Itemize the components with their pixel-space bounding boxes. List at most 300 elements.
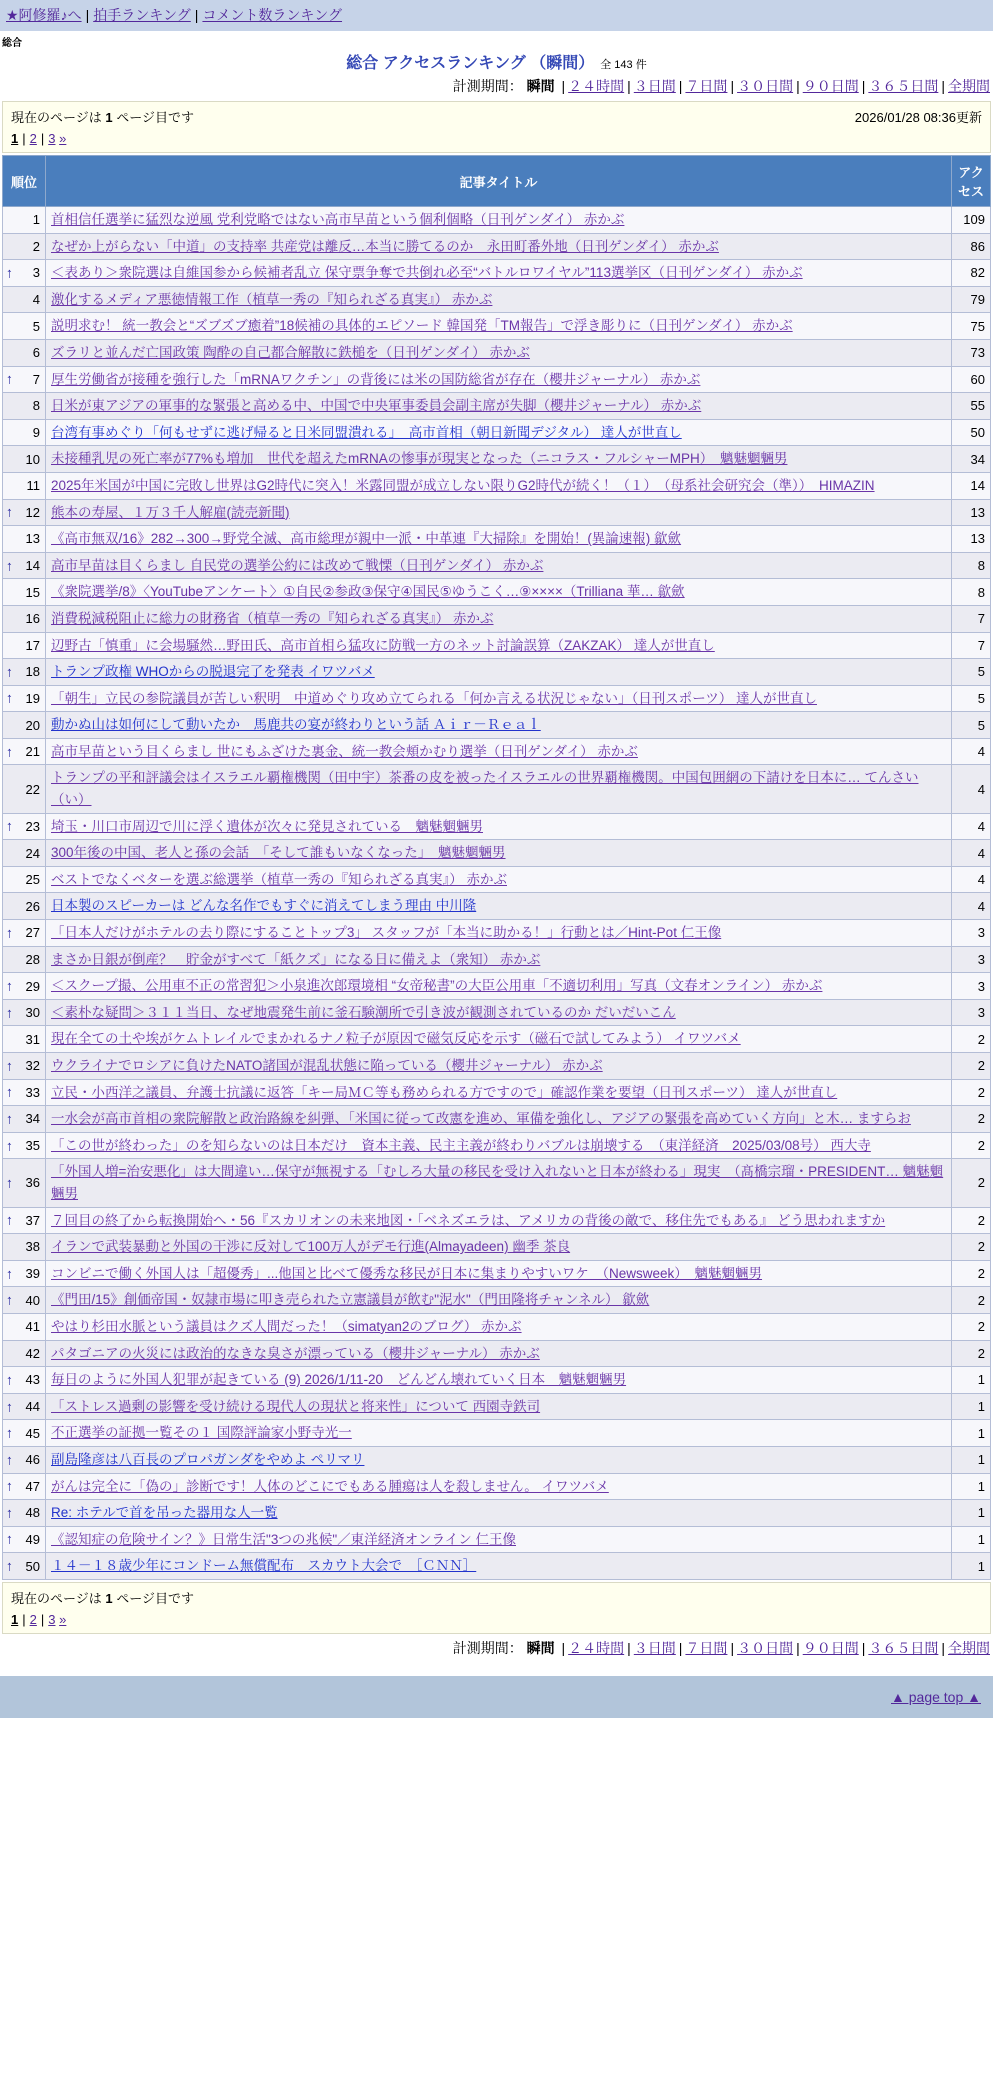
table-row	[3, 579, 991, 606]
rank-cell	[3, 1500, 46, 1527]
article-link[interactable]: 埼玉・川口市周辺で川に浮く遺体が次々に発見されている 魑魅魍魎男	[51, 818, 483, 834]
rank-number: 35	[25, 1138, 40, 1154]
rank-cell	[3, 1313, 46, 1340]
article-link[interactable]: イランで武装暴動と外国の干渉に反対して100万人がデモ行進(Almayadeen) 幽季 茶良	[51, 1239, 571, 1255]
article-link[interactable]: 厚生労働省が接種を強行した「mRNAワクチン」の背後には米の国防総省が存在（櫻井ジャーナル） 赤かぶ	[51, 371, 701, 387]
access-count: 1	[952, 1473, 991, 1500]
title-cell	[46, 419, 952, 446]
current-page-info: 現在のページは 1 ページ目です	[11, 110, 194, 125]
table-row	[3, 738, 991, 765]
rank-cell	[3, 632, 46, 659]
rank-up-icon: ↑	[6, 1264, 13, 1281]
period-separator: |	[561, 1639, 566, 1656]
access-count: 5	[952, 685, 991, 712]
title-cell	[46, 685, 952, 712]
rank-up-icon: ↑	[6, 1397, 13, 1414]
access-count: 5	[952, 659, 991, 686]
article-link[interactable]: 高市早苗という目くらまし 世にもふざけた裏金、統一教会頬かむり選挙（日刊ゲンダイ） 赤かぶ	[51, 743, 638, 759]
period-link[interactable]: ３０日間	[737, 1639, 794, 1656]
period-link[interactable]: ９０日間	[802, 78, 859, 94]
title-cell	[46, 286, 952, 313]
title-cell	[46, 1473, 952, 1500]
table-row	[3, 339, 991, 366]
access-count: 2	[952, 1260, 991, 1287]
period-selector-top	[0, 73, 993, 100]
rank-number: 49	[25, 1531, 40, 1547]
rank-cell	[3, 1367, 46, 1394]
article-link[interactable]: 「この世が終わった」のを知らないのは日本だけ 資本主義、民主主義が終わりバブルは崩壊する （東洋経済 2025/03/08号） 西大寺	[51, 1137, 871, 1153]
rank-number: 16	[25, 611, 40, 627]
access-count: 1	[952, 1553, 991, 1580]
rank-number: 41	[25, 1319, 40, 1335]
title-cell	[46, 393, 952, 420]
table-row	[3, 1313, 991, 1340]
access-count: 4	[952, 738, 991, 765]
access-count: 55	[952, 393, 991, 420]
period-separator: |	[678, 1639, 683, 1656]
table-row	[3, 1132, 991, 1159]
rank-cell	[3, 1446, 46, 1473]
period-link[interactable]: ９０日間	[802, 1639, 859, 1656]
rank-up-icon: ↑	[6, 663, 13, 680]
rank-cell	[3, 286, 46, 313]
title-cell	[46, 866, 952, 893]
access-count: 8	[952, 579, 991, 606]
title-cell	[46, 1500, 952, 1527]
article-link[interactable]: 2025年米国が中国に完敗し世界はG2時代に突入！米露同盟が成立しない限りG2時代が続く！（１） （母系社会研究会（準）） HIMAZIN	[51, 477, 875, 493]
updated-timestamp: 2026/01/28 08:36更新	[854, 110, 982, 125]
rank-up-icon: ↑	[6, 1504, 13, 1521]
rank-up-icon: ↑	[6, 817, 13, 834]
table-row	[3, 813, 991, 840]
page-current: 1	[11, 1611, 19, 1627]
article-link[interactable]: Re: ホテルで首を吊った器用な人一覧	[51, 1505, 278, 1521]
title-cell	[46, 579, 952, 606]
table-row	[3, 499, 991, 526]
rank-up-icon: ↑	[6, 924, 13, 941]
table-row	[3, 1393, 991, 1420]
rank-cell	[3, 920, 46, 947]
rank-cell	[3, 1393, 46, 1420]
rank-number: 38	[25, 1239, 40, 1255]
article-link[interactable]: 日本製のスピーカーは どんな名作でもすぐに消えてしまう理由 中川隆	[51, 898, 477, 914]
rank-number: 40	[25, 1292, 40, 1308]
rank-up-icon: ↑	[6, 503, 13, 520]
table-row	[3, 999, 991, 1026]
period-link[interactable]: ３６５日間	[868, 1639, 939, 1656]
access-count: 60	[952, 366, 991, 393]
rank-cell	[3, 1473, 46, 1500]
title-cell	[46, 920, 952, 947]
article-link[interactable]: ＜素朴な疑問＞３１１当日、なぜ地震発生前に釜石験潮所で引き波が観測されているのか だいだいこん	[51, 1004, 676, 1020]
period-label: 計測期間：	[452, 1639, 523, 1656]
access-count: 4	[952, 765, 991, 813]
page-separator: |	[40, 131, 45, 146]
rank-cell	[3, 1340, 46, 1367]
title-cell	[46, 605, 952, 632]
table-row	[3, 472, 991, 499]
rank-number: 32	[25, 1058, 40, 1074]
period-separator: |	[678, 78, 683, 94]
article-link[interactable]: ７回目の終了から転換開始へ・56『スカリオンの未来地図・「ベネズエラは、アメリカの背後の敵で、移住先でもある』 どう思われますか	[51, 1212, 886, 1228]
title-cell	[46, 738, 952, 765]
article-link[interactable]: 未接種乳児の死亡率が77%も増加 世代を超えたmRNAの惨事が現実となった（ニコラス・フルシャーMPH） 魑魅魍魎男	[51, 451, 788, 467]
rank-number: 9	[32, 425, 40, 441]
period-selector-bottom	[0, 1635, 993, 1662]
bottom-spacer	[0, 1718, 993, 1754]
table-row	[3, 893, 991, 920]
page-separator: |	[22, 1611, 26, 1627]
rank-number: 27	[25, 925, 40, 941]
access-count: 7	[952, 605, 991, 632]
title-cell	[46, 1234, 952, 1261]
period-current: 瞬間	[526, 78, 555, 94]
rank-number: 39	[25, 1266, 40, 1282]
access-count: 73	[952, 339, 991, 366]
article-link[interactable]: ＜スクープ撮、公用車不正の常習犯＞小泉進次郎環境相 “女帝秘書”の大臣公用車「不適切利用」写真（文春オンライン） 赤かぶ	[51, 978, 823, 994]
article-link[interactable]: 熊本の寿屋、１万３千人解雇(読売新聞)	[51, 504, 290, 520]
rank-up-icon: ↑	[6, 743, 13, 760]
rank-cell	[3, 1132, 46, 1159]
pagination-top	[11, 131, 982, 146]
access-count: 3	[952, 946, 991, 973]
period-separator: |	[796, 78, 800, 94]
title-cell	[46, 840, 952, 867]
article-link[interactable]: 副島隆彦は八百長のプロパガンダをやめよ ペリマリ	[51, 1451, 365, 1467]
rank-number: 48	[25, 1505, 40, 1521]
table-row	[3, 685, 991, 712]
rank-cell	[3, 893, 46, 920]
access-count: 2	[952, 1287, 991, 1314]
table-row	[3, 366, 991, 393]
access-count: 3	[952, 999, 991, 1026]
table-row	[3, 286, 991, 313]
title-cell	[46, 1159, 952, 1207]
rank-number: 4	[32, 292, 40, 308]
rank-up-icon: ↑	[6, 1557, 13, 1574]
table-row	[3, 526, 991, 553]
article-link[interactable]: 「朝生」立民の参院議員が苦しい釈明 中道めぐり攻め立てられる「何か言える状況じゃない」（日刊スポーツ） 達人が世直し	[51, 690, 817, 706]
page-title: 総合 アクセスランキング （瞬間）	[346, 55, 595, 72]
access-count: 14	[952, 472, 991, 499]
rank-number: 46	[25, 1452, 40, 1468]
article-link[interactable]: ズラリと並んだ亡国政策 陶酔の自己都合解散に鉄槌を（日刊ゲンダイ） 赤かぶ	[51, 344, 530, 360]
title-cell	[46, 893, 952, 920]
access-count: 2	[952, 1026, 991, 1053]
rank-number: 26	[25, 898, 40, 914]
title-cell	[46, 1132, 952, 1159]
access-count: 5	[952, 712, 991, 739]
access-count: 2	[952, 1313, 991, 1340]
period-link[interactable]: ２４時間	[568, 1639, 625, 1656]
title-cell	[46, 339, 952, 366]
rank-number: 28	[25, 951, 40, 967]
article-link[interactable]: コンビニで働く外国人は「超優秀」...他国と比べて優秀な移民が日本に集まりやすいワケ （Newsweek） 魑魅魍魎男	[51, 1265, 763, 1281]
period-label: 計測期間：	[452, 78, 523, 94]
rank-cell	[3, 339, 46, 366]
period-separator: |	[941, 1639, 945, 1656]
rank-number: 42	[25, 1345, 40, 1361]
access-count: 2	[952, 1234, 991, 1261]
article-link[interactable]: 辺野古「慎重」に会場騒然…野田氏、高市首相ら猛攻に防戦一方のネット討論誤算（ZAKZAK） 達人が世直し	[51, 637, 715, 653]
nav-link-clap-ranking[interactable]: 拍手ランキング	[93, 7, 191, 23]
rank-up-icon: ↑	[6, 1424, 13, 1441]
title-cell	[46, 1446, 952, 1473]
rank-cell	[3, 765, 46, 813]
title-cell	[46, 1553, 952, 1580]
pagination-bottom	[11, 1612, 982, 1627]
article-link[interactable]: 《認知症の危険サイン？》日常生活"3つの兆候"／東洋経済オンライン 仁王像	[51, 1531, 516, 1547]
rank-cell	[3, 1553, 46, 1580]
period-link[interactable]: 全期間	[948, 1639, 990, 1656]
article-link[interactable]: 動かぬ山は如何にして動いたか 馬鹿共の宴が終わりという話 Ａｉｒ－Ｒｅａｌ	[51, 717, 541, 733]
table-row	[3, 419, 991, 446]
rank-number: 44	[25, 1399, 40, 1415]
period-separator: |	[796, 1639, 800, 1656]
rank-cell	[3, 738, 46, 765]
header-rank: 順位	[3, 156, 46, 207]
title-cell	[46, 659, 952, 686]
access-count: 4	[952, 840, 991, 867]
rank-cell	[3, 1159, 46, 1207]
article-link[interactable]: 説明求む！ 統一教会と“ズブズブ癒着”18候補の具体的エピソード 韓国発「TM報告」で浮き彫りに（日刊ゲンダイ） 赤かぶ	[51, 318, 793, 334]
article-link[interactable]: 激化するメディア悪徳情報工作（植草一秀の『知られざる真実』） 赤かぶ	[51, 291, 493, 307]
rank-up-icon: ↑	[6, 1477, 13, 1494]
rank-number: 50	[25, 1558, 40, 1574]
page-info-box-top	[2, 101, 991, 153]
title-cell	[46, 260, 952, 287]
access-count: 86	[952, 233, 991, 260]
footer-bar	[0, 1676, 993, 1718]
rank-up-icon: ↑	[6, 1174, 13, 1191]
page-link[interactable]: 2	[29, 131, 37, 146]
title-cell	[46, 446, 952, 473]
rank-cell	[3, 366, 46, 393]
title-cell	[46, 499, 952, 526]
rank-number: 14	[25, 558, 40, 574]
access-count: 2	[952, 1079, 991, 1106]
article-link[interactable]: 《衆院選挙/8》〈YouTubeアンケート〉①自民②参政③保守④国民⑤ゆうこく…⑨××××（Trilliana 華… 歙歛	[51, 584, 685, 600]
period-link[interactable]: ３６５日間	[868, 78, 939, 94]
article-link[interactable]: １４－１８歳少年にコンドーム無償配布 スカウト大会で ［ＣＮＮ］	[51, 1558, 477, 1574]
article-link[interactable]: 「ストレス過剰の影響を受け続ける現代人の現状と将来性」について 西園寺鉄司	[51, 1398, 541, 1414]
page-separator: |	[22, 131, 26, 146]
rank-cell	[3, 1026, 46, 1053]
article-link[interactable]: ベストでなくベターを選ぶ総選挙（植草一秀の『知られざる真実』） 赤かぶ	[51, 871, 507, 887]
rank-cell	[3, 472, 46, 499]
period-link[interactable]: ７日間	[685, 1639, 728, 1656]
rank-number: 36	[25, 1175, 40, 1191]
table-row	[3, 1553, 991, 1580]
article-link[interactable]: 高市早苗は目くらまし 自民党の選挙公約には改めて戦慄（日刊ゲンダイ） 赤かぶ	[51, 557, 544, 573]
article-link[interactable]: 首相信任選挙に猛烈な逆風 党利党略ではない高市早苗という個利個略（日刊ゲンダイ） 赤かぶ	[51, 212, 625, 227]
article-link[interactable]: 毎日のように外国人犯罪が起きている (9) 2026/1/11-20 どんどん壊れていく日本 魑魅魍魎男	[51, 1372, 627, 1388]
rank-cell	[3, 499, 46, 526]
rank-up-icon: ↑	[6, 977, 13, 994]
access-count: 79	[952, 286, 991, 313]
nav-separator: |	[85, 7, 90, 23]
title-cell	[46, 472, 952, 499]
rank-number: 18	[25, 664, 40, 680]
table-row	[3, 1079, 991, 1106]
rank-number: 17	[25, 637, 40, 653]
title-cell	[46, 1260, 952, 1287]
table-row	[3, 313, 991, 340]
access-count: 4	[952, 813, 991, 840]
access-count: 1	[952, 1446, 991, 1473]
table-row	[3, 1234, 991, 1261]
table-row	[3, 1473, 991, 1500]
period-link[interactable]: ７日間	[685, 78, 728, 94]
access-count: 2	[952, 1053, 991, 1080]
title-cell	[46, 552, 952, 579]
table-row	[3, 659, 991, 686]
period-separator: |	[941, 78, 945, 94]
rank-cell	[3, 1526, 46, 1553]
table-row	[3, 1446, 991, 1473]
rank-cell	[3, 1260, 46, 1287]
article-link[interactable]: 「外国人増=治安悪化」は大間違い…保守が無視する「むしろ大量の移民を受け入れないと日本が終わる」現実 （髙橋宗瑠・PRESIDENT… 魑魅魍魎男	[51, 1164, 944, 1201]
article-link[interactable]: なぜか上がらない「中道」の支持率 共産党は離反…本当に勝てるのか 永田町番外地（日刊ゲンダイ） 赤かぶ	[51, 238, 719, 254]
page-link[interactable]: 2	[29, 1611, 37, 1627]
article-link[interactable]: 300年後の中国、老人と孫の会話 「そして誰もいなくなった」 魑魅魍魎男	[51, 845, 506, 861]
title-cell	[46, 233, 952, 260]
article-link[interactable]: 消費税減税阻止に総力の財務省（植草一秀の『知られざる真実』） 赤かぶ	[51, 610, 494, 626]
article-link[interactable]: 現在全ての土や埃がケムトレイルでまかれるナノ粒子が原因で磁気反応を示す（磁石で試してみよう） イワツバメ	[51, 1031, 741, 1047]
period-link[interactable]: 全期間	[948, 78, 990, 94]
article-link[interactable]: ウクライナでロシアに負けたNATO諸国が混乱状態に陥っている（櫻井ジャーナル） 赤かぶ	[51, 1058, 603, 1073]
rank-cell	[3, 1106, 46, 1133]
title-cell	[46, 1287, 952, 1314]
access-count: 8	[952, 552, 991, 579]
period-separator: |	[861, 78, 866, 94]
page-separator: |	[40, 1611, 45, 1627]
rank-up-icon: ↑	[6, 1530, 13, 1547]
access-count: 1	[952, 1500, 991, 1527]
page-link[interactable]: 3	[48, 131, 56, 146]
access-count: 2	[952, 1106, 991, 1133]
period-link[interactable]: ３日間	[633, 78, 676, 94]
article-link[interactable]: 《門田/15》創価帝国・奴隷市場に叩き売られた立憲議員が飲む"泥水"（門田隆将チャンネル） 歙歛	[51, 1292, 650, 1308]
page-top-link[interactable]: ▲ page top ▲	[891, 1688, 981, 1705]
period-link[interactable]: ３日間	[633, 1639, 676, 1656]
table-row	[3, 712, 991, 739]
rank-number: 33	[25, 1084, 40, 1100]
total-count: 全 143 件	[600, 59, 647, 71]
period-current: 瞬間	[526, 1639, 555, 1656]
rank-up-icon: ↑	[6, 1136, 13, 1153]
nav-link-comment-ranking[interactable]: コメント数ランキング	[202, 7, 343, 23]
table-row	[3, 840, 991, 867]
title-line	[0, 50, 993, 73]
rank-cell	[3, 207, 46, 234]
table-row	[3, 1500, 991, 1527]
article-link[interactable]: トランプ政権 WHOからの脱退完了を発表 イワツバメ	[51, 664, 375, 680]
article-link[interactable]: パタゴニアの火災には政治的なきな臭さが漂っている（櫻井ジャーナル） 赤かぶ	[51, 1345, 540, 1361]
article-link[interactable]: 「日本人だけがホテルの去り際にすることトップ3」 スタッフが「本当に助かる！」行動とは／Hint-Pot 仁王像	[51, 925, 722, 941]
access-count: 82	[952, 260, 991, 287]
article-link[interactable]: トランプの平和評議会はイスラエル覇権機関（田中宇）茶番の皮を被ったイスラエルの世界覇権機関。中国包囲網の下請けを日本に… てんさい（い）	[51, 770, 919, 808]
period-link[interactable]: ２４時間	[568, 78, 625, 94]
rank-number: 19	[25, 690, 40, 706]
category-label: 総合	[2, 38, 22, 49]
nav-link-home[interactable]: ★阿修羅♪へ	[6, 7, 82, 23]
article-link[interactable]: ＜表あり＞衆院選は自維国参から候補者乱立 保守票争奪で共倒れ必至“バトルロワイヤル”113選挙区（日刊ゲンダイ） 赤かぶ	[51, 265, 803, 281]
rank-number: 23	[25, 818, 40, 834]
rank-cell	[3, 813, 46, 840]
next-page-link[interactable]: »	[59, 131, 67, 146]
access-count: 4	[952, 866, 991, 893]
article-link[interactable]: 《高市無双/16》282→300→野党全滅、高市総理が親中一派・中革連『大掃除』を開始！(異論速報) 歙歛	[51, 531, 682, 547]
article-link[interactable]: やはり杉田水脈という議員はクズ人間だった！（simatyan2のブログ） 赤かぶ	[51, 1318, 522, 1334]
period-link[interactable]: ３０日間	[737, 78, 794, 94]
rank-cell	[3, 866, 46, 893]
rank-number: 6	[32, 345, 40, 361]
table-row	[3, 1340, 991, 1367]
article-link[interactable]: がんは完全に「偽の」診断です！人体のどこにでもある腫瘍は人を殺しません。 イワツバメ	[51, 1478, 609, 1494]
title-cell	[46, 366, 952, 393]
title-cell	[46, 1026, 952, 1053]
table-row	[3, 1260, 991, 1287]
access-count: 13	[952, 526, 991, 553]
article-link[interactable]: 不正選挙の証拠一覧その１ 国際評論家小野寺光一	[51, 1425, 352, 1441]
article-link[interactable]: 一水会が高市首相の衆院解散と政治路線を糾弾、「米国に従って改憲を進め、軍備を強化し、アジアの緊張を高めていく方向」と木… ますらお	[51, 1111, 911, 1127]
rank-number: 3	[32, 265, 40, 281]
header-access: アクセス	[952, 156, 991, 207]
access-count: 1	[952, 1420, 991, 1447]
rank-cell	[3, 1079, 46, 1106]
rank-number: 31	[25, 1031, 40, 1047]
next-page-link[interactable]: »	[59, 1611, 67, 1627]
rank-number: 43	[25, 1372, 40, 1388]
rank-number: 13	[25, 531, 40, 547]
title-cell	[46, 313, 952, 340]
rank-up-icon: ↑	[6, 1057, 13, 1074]
title-cell	[46, 973, 952, 1000]
rank-cell	[3, 1207, 46, 1234]
table-row	[3, 446, 991, 473]
title-cell	[46, 765, 952, 813]
rank-up-icon: ↑	[6, 370, 13, 387]
title-cell	[46, 1079, 952, 1106]
table-row	[3, 632, 991, 659]
rank-cell	[3, 840, 46, 867]
period-separator: |	[561, 78, 566, 94]
rank-number: 45	[25, 1425, 40, 1441]
header-title: 記事タイトル	[46, 156, 952, 207]
period-separator: |	[730, 78, 735, 94]
page-link[interactable]: 3	[48, 1611, 56, 1627]
article-link[interactable]: 台湾有事めぐり「何もせずに逃げ帰ると日米同盟潰れる」 高市首相（朝日新聞デジタル） 達人が世直し	[51, 424, 682, 440]
period-separator: |	[627, 1639, 631, 1656]
table-row	[3, 1526, 991, 1553]
access-count: 50	[952, 419, 991, 446]
title-cell	[46, 1526, 952, 1553]
rank-cell	[3, 712, 46, 739]
table-row	[3, 207, 991, 234]
article-link[interactable]: 日米が東アジアの軍事的な緊張と高める中、中国で中央軍事委員会副主席が失脚（櫻井ジャーナル） 赤かぶ	[51, 398, 702, 414]
article-link[interactable]: まさか日銀が倒産？ 貯金がすべて「紙クズ」になる日に備えよ（衆知） 赤かぶ	[51, 951, 541, 967]
title-cell	[46, 1340, 952, 1367]
period-separator: |	[861, 1639, 866, 1656]
access-count: 2	[952, 1132, 991, 1159]
rank-cell	[3, 1234, 46, 1261]
title-cell	[46, 1313, 952, 1340]
access-count: 1	[952, 1367, 991, 1394]
article-link[interactable]: 立民・小西洋之議員、弁護士抗議に返答「キー局ＭＣ等も務められる方ですので」確認作業を要望（日刊スポーツ） 達人が世直し	[51, 1084, 838, 1100]
rank-cell	[3, 393, 46, 420]
rank-cell	[3, 419, 46, 446]
